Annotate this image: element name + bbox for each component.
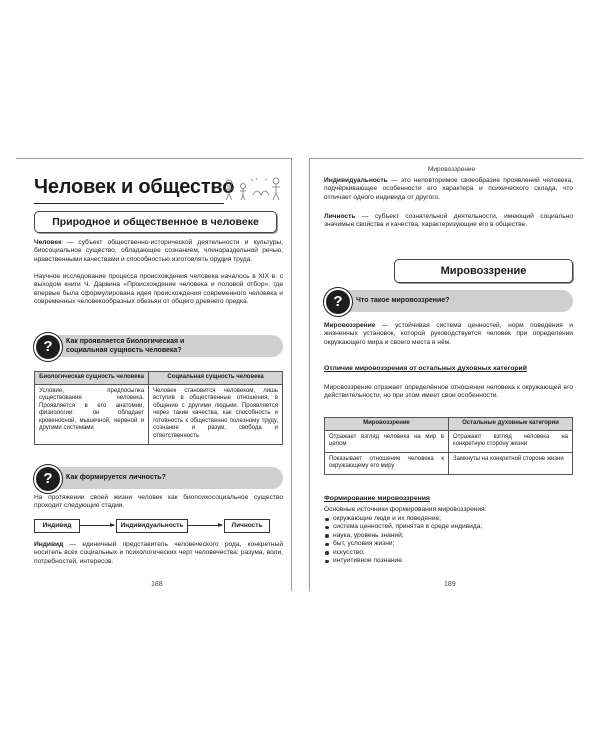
list-item: система ценностей, принятая в среде индивида; — [324, 523, 573, 531]
question-mark-icon: ? — [34, 465, 62, 493]
definition-individuality-text: — это неповторимое своеобразие проявлений человека, подчёркивающее особенности его характера и психического склада, что отличает одного индивида от другого. — [324, 177, 573, 201]
question-mark-icon: ? — [324, 288, 352, 316]
question-bar-personality — [34, 467, 283, 489]
sources-list — [324, 515, 573, 565]
stage-personality: Личность — [224, 519, 270, 533]
question-personality-text: Как формируется личность? — [66, 474, 166, 481]
definition-personality — [324, 213, 573, 230]
table-row — [325, 430, 573, 452]
question-essence-text: Как проявляется биологическая и социальная сущность человека? — [66, 338, 185, 354]
definition-individ — [34, 541, 283, 566]
table-row — [325, 452, 573, 474]
left-page — [16, 158, 292, 591]
running-head: Мировоззрение — [428, 166, 476, 173]
question-bar-worldview — [324, 290, 573, 312]
stage-individuality: Индивидуальность — [116, 519, 188, 533]
definition-personality-text: — субъект сознательной деятельности, имеющий социально значимые свойства и качества, характеризующие его в обществе. — [324, 213, 573, 229]
definition-human — [34, 239, 283, 264]
right-page — [309, 158, 583, 591]
sources-intro: Основные источники формирования мировоззрения: — [324, 506, 487, 513]
difference-heading: Отличие мировоззрения от остальных духовных категорий — [324, 365, 527, 372]
table-header-social: Социальная сущность человека — [149, 372, 283, 385]
list-item: наука, уровень знаний; — [324, 532, 573, 540]
formation-heading: Формирование мировоззрения — [324, 495, 430, 502]
table-header-worldview: Мировоззрение — [325, 418, 449, 431]
section-heading-worldview: Мировоззрение — [394, 259, 573, 283]
page-title: Человек и общество — [34, 176, 235, 198]
arrow-right-icon — [80, 525, 114, 526]
definition-worldview-text: — устойчивая система ценностей, норм поведения и жизненных установок, которой руководствуется человек при определении окружающего мира и своего места в нём. — [324, 322, 573, 346]
term-human: Человек — [34, 239, 62, 246]
definition-individuality — [324, 177, 573, 202]
title-underline — [34, 203, 224, 204]
table-cell: Отражают взгляд человека на конкретную сторону жизни — [449, 430, 573, 452]
term-individ: Индивид — [34, 541, 64, 548]
page-number: 189 — [444, 581, 456, 588]
table-cell-social: Человек становится человеком, лишь вступив в общественные отношения, в общение с другими людьми. Проявляется через такие качества, как способность и готовность к общественно полезному труду, сознание и разум, свобода и ответственность — [149, 384, 283, 444]
decorative-figures-icon — [221, 175, 285, 201]
section-heading-nature-society: Природное и общественное в человеке — [34, 211, 277, 233]
table-cell-bio: Условие, предпосылка существования человека. Проявляется в его анатомии, физиологии: он обладает кровеносной, мышечной, нервной и другими системами — [35, 384, 149, 444]
list-item: быт, условия жизни; — [324, 540, 573, 548]
list-item: искусство; — [324, 549, 573, 557]
stages-flow — [34, 519, 283, 535]
term-individuality: Индивидуальность — [324, 177, 388, 184]
question-bar-essence — [34, 335, 283, 357]
table-cell: Отражает взгляд человека на мир в целом — [325, 430, 449, 452]
page-number: 188 — [151, 581, 163, 588]
table-cell: Замкнуты на конкретной стороне жизни — [449, 452, 573, 474]
question-mark-icon: ? — [34, 333, 62, 361]
darwin-paragraph: Научное исследование процесса происхождения человека началось в XIX в. с выходом книги Ч. Дарвина «Происхождение человека и половой отбор», где впервые была сформулирована идея происхождения современного человека и современных человекообразных обезьян от общего древнего предка. — [34, 273, 283, 306]
essence-table — [34, 371, 283, 445]
list-item: окружающие люди и их поведение; — [324, 515, 573, 523]
table-header-other: Остальные духовные категории — [449, 418, 573, 431]
term-worldview: Мировоззрение — [324, 322, 376, 329]
table-header-row — [325, 418, 573, 431]
table-row — [35, 384, 283, 444]
stage-individ: Индивид — [34, 519, 80, 533]
table-cell: Показывает отношение человека к окружающему его миру — [325, 452, 449, 474]
difference-paragraph: Мировоззрение отражает определённое отношение человека к окружающей его действительности, но при этом имеет свои особенности. — [324, 384, 573, 400]
table-header-row — [35, 372, 283, 385]
definition-worldview — [324, 322, 573, 347]
question-worldview-text: Что такое мировоззрение? — [356, 297, 450, 304]
lifetime-paragraph: На протяжении своей жизни человек как биопсихосоциальное существо проходит следующие стадии. — [34, 494, 283, 510]
term-personality: Личность — [324, 213, 356, 220]
definition-individ-text: — единичный представитель человеческого рода, конкретный носитель всех социальных и психологических черт человечества: разума, воли, потребностей, интересов. — [34, 541, 283, 565]
list-item: интуитивное познание. — [324, 557, 573, 565]
definition-human-text: — субъект общественно-исторической деятельности и культуры, биосоциальное существо, обладающее сознанием, членораздельной речью, нравственными качествами и способностью изготовлять орудия труда. — [34, 239, 283, 263]
table-header-bio: Биологическая сущность человека — [35, 372, 149, 385]
arrow-right-icon — [188, 525, 222, 526]
worldview-table — [324, 417, 573, 475]
